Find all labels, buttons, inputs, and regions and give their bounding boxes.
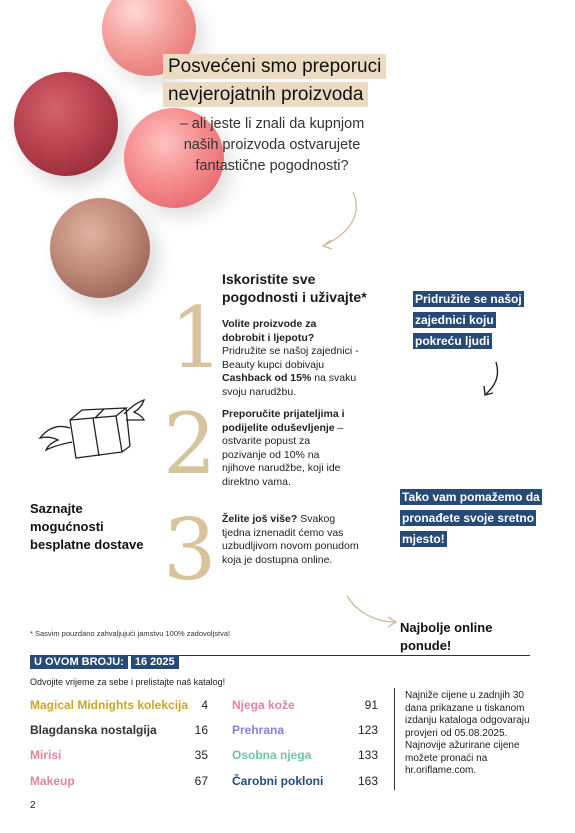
- benefit-1-text: Pridružite se našoj zajednici - Beauty kupci dobivaju: [222, 345, 359, 371]
- benefit-item-1: [222, 318, 360, 399]
- benefit-item-2: [222, 408, 352, 489]
- toc-entry-page: 163: [357, 774, 378, 788]
- toc-entry-name: Prehrana: [232, 723, 285, 737]
- toc-entry-page: 67: [194, 774, 208, 788]
- step-number-2: 2: [163, 395, 217, 493]
- toc-entry[interactable]: [30, 748, 208, 764]
- toc-entry-page: 91: [364, 698, 378, 712]
- benefit-item-3: [222, 513, 362, 567]
- toc-entry-name: Osobna njega: [232, 748, 312, 762]
- page-number: 2: [30, 800, 36, 811]
- bronze-blush-ball: [50, 198, 150, 298]
- toc-entry-name: Njega kože: [232, 698, 295, 712]
- toc-entry[interactable]: [232, 774, 378, 790]
- benefits-title-line-1: Iskoristite sve: [222, 271, 316, 287]
- happy-place-callout: [400, 487, 540, 550]
- toc-entry[interactable]: [232, 698, 378, 714]
- headline-line-1: Posvećeni smo preporuci: [163, 54, 386, 79]
- toc-entry-page: 35: [194, 748, 208, 762]
- down-arrow-icon: [478, 360, 508, 400]
- toc-entry-name: Magical Midnights kolekcija: [30, 698, 189, 712]
- headline: [163, 54, 386, 110]
- benefits-title: [222, 270, 367, 306]
- toc-entry-name: Čarobni pokloni: [232, 774, 324, 788]
- toc-entry[interactable]: [232, 748, 378, 764]
- issue-label: [30, 656, 179, 668]
- toc-entry-name: Mirisi: [30, 748, 62, 762]
- curved-arrow-icon: [305, 190, 365, 260]
- curved-arrow-icon: [345, 592, 405, 632]
- toc-entry[interactable]: [30, 723, 208, 739]
- issue-number: 16 2025: [131, 655, 179, 669]
- toc-entry-name: Makeup: [30, 774, 75, 788]
- red-blush-ball: [14, 72, 118, 176]
- benefit-1-cashback: Cashback od 15%: [222, 372, 312, 384]
- subheadline: – ali jeste li znali da kupnjom naših proizvoda ostvarujete fantastične pogodnosti?: [179, 116, 365, 174]
- step-number-3: 3: [163, 501, 217, 599]
- price-note: Najniže cijene u zadnjih 30 dana prikazane u tiskanom izdanju kataloga odgovaraju provjeri od 05.08.2025. Najnovije ažurirane cijene možete pronaći na hr.oriflame.com.: [405, 690, 530, 776]
- toc-entry-page: 4: [201, 698, 208, 712]
- toc-entry[interactable]: [30, 698, 208, 714]
- toc-description: Odvojite vrijeme za sebe i prelistajte naš katalog!: [30, 677, 226, 687]
- toc-entry-page: 16: [194, 723, 208, 737]
- benefit-3-text: Svakog tjedna iznenadit ćemo vas uzbudljivom novom ponudom koja je dostupna online.: [222, 513, 359, 566]
- toc-entry[interactable]: [232, 723, 378, 739]
- benefit-2-heading: Preporučite prijateljima i podijelite oduševljenje: [222, 408, 345, 434]
- vertical-divider: [394, 688, 395, 790]
- benefit-1-heading: Volite proizvode za dobrobit i ljepotu?: [222, 318, 317, 344]
- benefit-3-heading: Želite još više?: [222, 513, 298, 525]
- benefit-2-text: – ostvarite popust za pozivanje od 10% na njihove narudžbe, koji ide direktno vama.: [222, 421, 344, 488]
- issue-label-text: U OVOM BROJU:: [30, 655, 128, 669]
- toc-entry[interactable]: [30, 774, 208, 790]
- step-number-1: 1: [170, 289, 224, 387]
- happy-place-text: Tako vam pomažemo da pronađete svoje sretno mjesto!: [402, 490, 540, 546]
- benefit-1-text-end: na svaku svoju narudžbu.: [222, 372, 357, 398]
- join-community-callout: [413, 289, 523, 352]
- online-offers-text: Najbolje online ponude!: [400, 620, 493, 653]
- toc-entry-name: Blagdanska nostalgija: [30, 723, 157, 737]
- headline-line-2: nevjerojatnih proizvoda: [163, 82, 368, 107]
- join-community-text: Pridružite se našoj zajednici koju pokreću ljudi: [415, 292, 522, 348]
- gift-box-with-wings-icon: [38, 398, 146, 470]
- toc-entry-page: 133: [357, 748, 378, 762]
- toc-entry-page: 123: [357, 723, 378, 737]
- benefits-title-line-2: pogodnosti i uživajte*: [222, 289, 367, 305]
- free-shipping-text: Saznajte mogućnosti besplatne dostave: [30, 501, 144, 552]
- footnote: * Sasvim pouzdano zahvaljujući jamstvu 100% zadovoljstva!: [30, 629, 231, 638]
